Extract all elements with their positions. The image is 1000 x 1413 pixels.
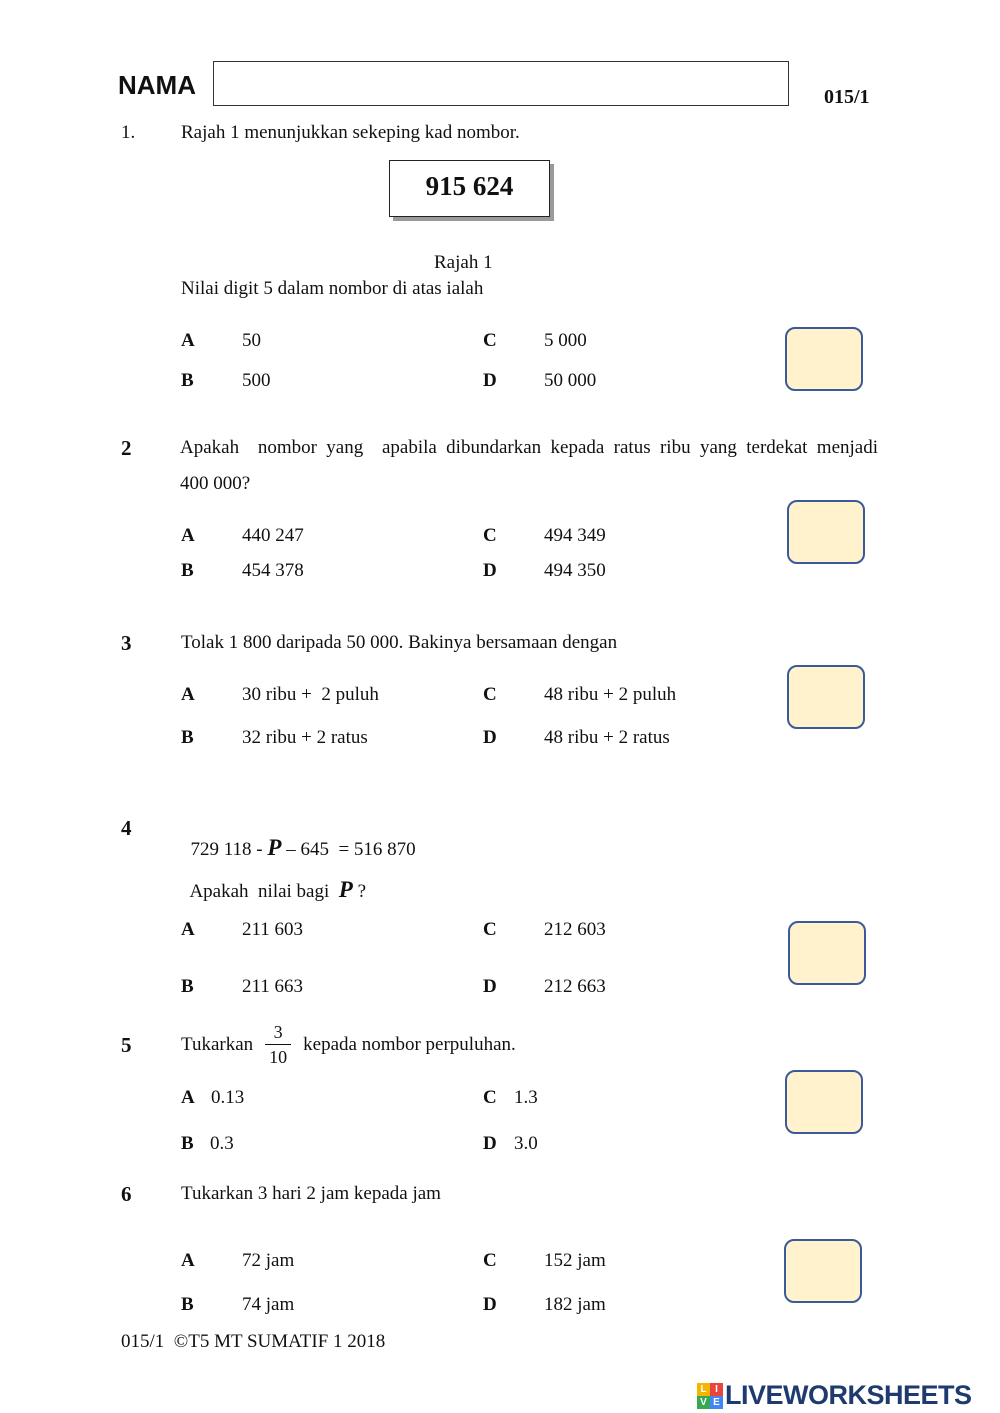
q4-option-a-letter: A [181,919,195,940]
q4-option-a-value: 211 603 [242,919,304,940]
q6-option-b-letter: B [181,1294,194,1315]
q2-option-a-letter: A [181,525,195,546]
q4-option-b-value: 211 663 [242,976,304,997]
q4-option-d-value: 212 663 [544,976,606,997]
q1-caption: Rajah 1 [434,252,493,273]
name-label: NAMA [118,70,196,100]
q5-option-d-value: 3.0 [514,1133,538,1154]
q1-text: Rajah 1 menunjukkan sekeping kad nombor. [181,122,520,143]
liveworksheets-logo [697,1380,972,1411]
q4-eq-variable: P [267,835,282,860]
footer-text: 015/1 ©T5 MT SUMATIF 1 2018 [121,1331,386,1352]
q5-option-a-letter: A [181,1087,195,1108]
q5-text [181,1020,516,1069]
q2-answer-box[interactable] [787,500,865,564]
q1-prompt: Nilai digit 5 dalam nombor di atas ialah [181,278,484,299]
q5-option-b-letter: B [181,1133,194,1154]
name-input[interactable] [213,61,789,106]
q3-option-d-value: 48 ribu + 2 ratus [544,727,670,748]
q1-option-c-letter: C [483,330,497,351]
q1-option-b-value: 500 [242,370,271,391]
q1-answer-box[interactable] [785,327,863,391]
q6-option-c-letter: C [483,1250,497,1271]
q4-ask-part1: Apakah nilai bagi [189,881,339,902]
paper-code: 015/1 [824,86,870,108]
q3-option-a-value: 30 ribu + 2 puluh [242,684,379,705]
q5-option-a-value: 0.13 [211,1087,245,1108]
q1-option-a-letter: A [181,330,195,351]
q6-option-a-letter: A [181,1250,195,1271]
q5-number: 5 [121,1033,132,1057]
q4-equation [181,813,416,861]
q3-option-d-letter: D [483,727,497,748]
q5-fraction-numerator: 3 [265,1020,291,1045]
logo-letter-l: L [697,1383,710,1396]
q4-eq-part1: 729 118 - [190,839,268,860]
q6-option-d-value: 182 jam [544,1294,606,1315]
q5-option-c-value: 1.3 [514,1087,538,1108]
q5-option-c-letter: C [483,1087,497,1108]
q3-option-b-letter: B [181,727,194,748]
q5-text-after: kepada nombor perpuluhan. [303,1033,516,1055]
q1-number-card [389,160,550,217]
q2-option-c-letter: C [483,525,497,546]
q2-option-a-value: 440 247 [242,525,304,546]
brand-text: LIVEWORKSHEETS [725,1380,972,1410]
q4-option-d-letter: D [483,976,497,997]
q3-text: Tolak 1 800 daripada 50 000. Bakinya bersamaan dengan [181,632,618,653]
q1-option-d-value: 50 000 [544,370,597,391]
q1-option-d-letter: D [483,370,497,391]
q5-text-before: Tukarkan [181,1033,254,1055]
q4-option-c-letter: C [483,919,497,940]
q6-option-d-letter: D [483,1294,497,1315]
q4-number: 4 [121,816,132,840]
q2-option-b-letter: B [181,560,194,581]
q5-answer-box[interactable] [785,1070,863,1134]
q6-option-a-value: 72 jam [242,1250,295,1271]
q2-option-b-value: 454 378 [242,560,304,581]
q2-option-c-value: 494 349 [544,525,606,546]
q5-option-d-letter: D [483,1133,497,1154]
q4-answer-box[interactable] [788,921,866,985]
q2-text-line2: 400 000? [180,473,251,494]
logo-letter-e: E [710,1396,723,1409]
q4-eq-part2: – 645 = 516 870 [281,839,416,860]
q3-answer-box[interactable] [787,665,865,729]
q6-answer-box[interactable] [784,1239,862,1303]
logo-mark-icon [697,1383,723,1409]
q1-number: 1. [121,122,136,143]
q1-option-c-value: 5 000 [544,330,587,351]
q3-number: 3 [121,631,132,655]
q1-option-a-value: 50 [242,330,261,351]
q3-option-a-letter: A [181,684,195,705]
q2-option-d-letter: D [483,560,497,581]
q4-option-c-value: 212 603 [544,919,606,940]
q5-fraction [265,1020,291,1069]
q2-number: 2 [121,436,132,460]
q3-option-c-letter: C [483,684,497,705]
q4-option-b-letter: B [181,976,194,997]
q4-ask-part2: ? [352,881,367,902]
logo-letter-v: V [697,1396,710,1409]
q6-option-b-value: 74 jam [242,1294,295,1315]
q1-card-value: 915 624 [425,171,514,201]
q3-option-b-value: 32 ribu + 2 ratus [242,727,368,748]
q1-option-b-letter: B [181,370,194,391]
q5-fraction-denominator: 10 [269,1047,288,1067]
q6-option-c-value: 152 jam [544,1250,606,1271]
q6-number: 6 [121,1182,132,1206]
q4-question [181,855,366,903]
q3-option-c-value: 48 ribu + 2 puluh [544,684,677,705]
q2-text-line1: Apakah nombor yang apabila dibundarkan kepada ratus ribu yang terdekat menjadi [180,437,878,458]
logo-letter-i: I [710,1383,723,1396]
q4-ask-variable: P [338,877,353,902]
q6-text: Tukarkan 3 hari 2 jam kepada jam [181,1183,441,1204]
q5-option-b-value: 0.3 [210,1133,234,1154]
q2-option-d-value: 494 350 [544,560,606,581]
